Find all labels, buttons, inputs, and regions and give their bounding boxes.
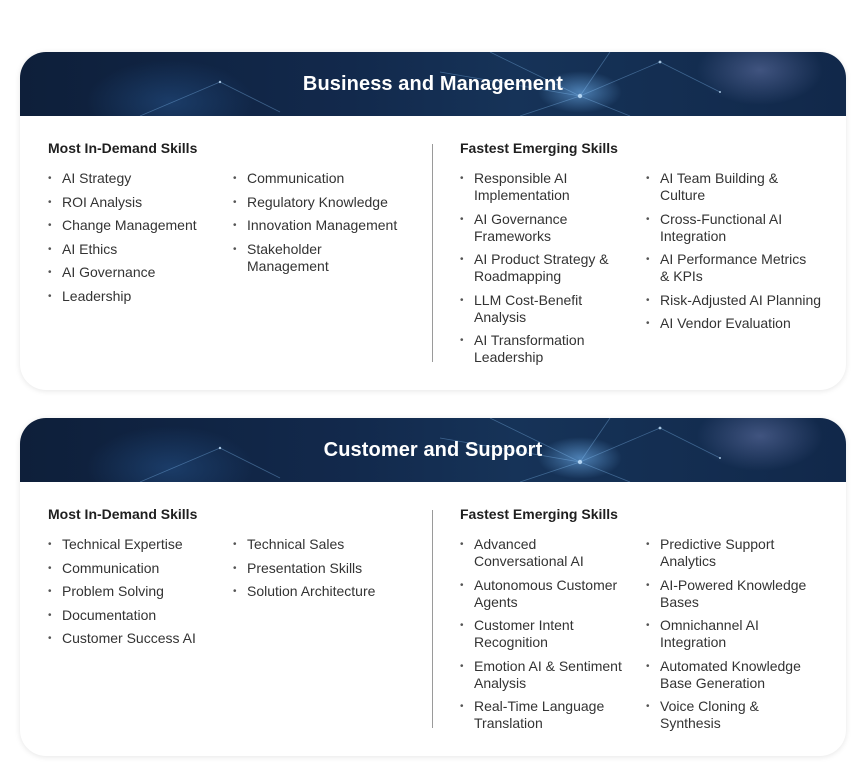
in-demand-heading: Most In-Demand Skills [48, 506, 198, 522]
customer-support-card [20, 418, 846, 756]
skill-item: • Responsible AI Implementation [460, 170, 620, 204]
in-demand-list-col2 [233, 170, 403, 281]
skill-item: • AI Vendor Evaluation [646, 315, 826, 332]
skill-item: • AI-Powered Knowledge Bases [646, 577, 826, 611]
section-title: Customer and Support [323, 439, 543, 461]
emerging-heading: Fastest Emerging Skills [460, 140, 618, 156]
section-title: Business and Management [302, 73, 564, 95]
emerging-heading: Fastest Emerging Skills [460, 506, 618, 522]
skill-item: • Risk-Adjusted AI Planning [646, 292, 826, 309]
skill-item: • Stakeholder Management [233, 241, 337, 275]
column-divider [432, 144, 433, 362]
skill-item: • Voice Cloning & Synthesis [646, 698, 780, 732]
skill-item: • AI Team Building & Culture [646, 170, 800, 204]
skill-item: • Technical Sales [233, 536, 403, 553]
skill-item: • AI Ethics [48, 241, 218, 258]
skill-item: • AI Product Strategy & Roadmapping [460, 251, 620, 285]
skill-item: • Real-Time Language Translation [460, 698, 614, 732]
skill-item: • Customer Success AI [48, 630, 218, 647]
skill-item: • Predictive Support Analytics [646, 536, 800, 570]
skill-item: • Automated Knowledge Base Generation [646, 658, 820, 692]
skill-item: • LLM Cost-Benefit Analysis [460, 292, 620, 326]
skill-item: • Emotion AI & Sentiment Analysis [460, 658, 630, 692]
skill-item: • Technical Expertise [48, 536, 218, 553]
skill-item: • Communication [48, 560, 218, 577]
skill-item: • Advanced Conversational AI [460, 536, 584, 570]
in-demand-list-col1 [48, 170, 218, 311]
emerging-list-col1 [460, 170, 620, 373]
skill-item: • AI Strategy [48, 170, 218, 187]
skill-item: • ROI Analysis [48, 194, 218, 211]
skill-item: • AI Transformation Leadership [460, 332, 620, 366]
skill-item: • Innovation Management [233, 217, 403, 234]
section-banner [20, 418, 846, 482]
emerging-list-col1 [460, 536, 630, 739]
emerging-list-col2 [646, 170, 826, 339]
skill-item: • AI Governance [48, 264, 218, 281]
skill-item: • Problem Solving [48, 583, 218, 600]
column-divider [432, 510, 433, 728]
skill-item: • Omnichannel AI Integration [646, 617, 780, 651]
emerging-list-col2 [646, 536, 826, 739]
skill-item: • Solution Architecture [233, 583, 403, 600]
in-demand-heading: Most In-Demand Skills [48, 140, 198, 156]
in-demand-list-col1 [48, 536, 218, 654]
section-banner [20, 52, 846, 116]
skill-item: • Change Management [48, 217, 218, 234]
skill-item: • Cross-Functional AI Integration [646, 211, 800, 245]
business-management-card [20, 52, 846, 390]
skill-item: • AI Performance Metrics & KPIs [646, 251, 815, 285]
skill-item: • Customer Intent Recognition [460, 617, 594, 651]
skill-item: • Autonomous Customer Agents [460, 577, 630, 611]
skill-item: • AI Governance Frameworks [460, 211, 620, 245]
skill-item: • Documentation [48, 607, 218, 624]
in-demand-list-col2 [233, 536, 403, 607]
skill-item: • Leadership [48, 288, 218, 305]
skill-item: • Regulatory Knowledge [233, 194, 403, 211]
skill-item: • Presentation Skills [233, 560, 403, 577]
skill-item: • Communication [233, 170, 403, 187]
